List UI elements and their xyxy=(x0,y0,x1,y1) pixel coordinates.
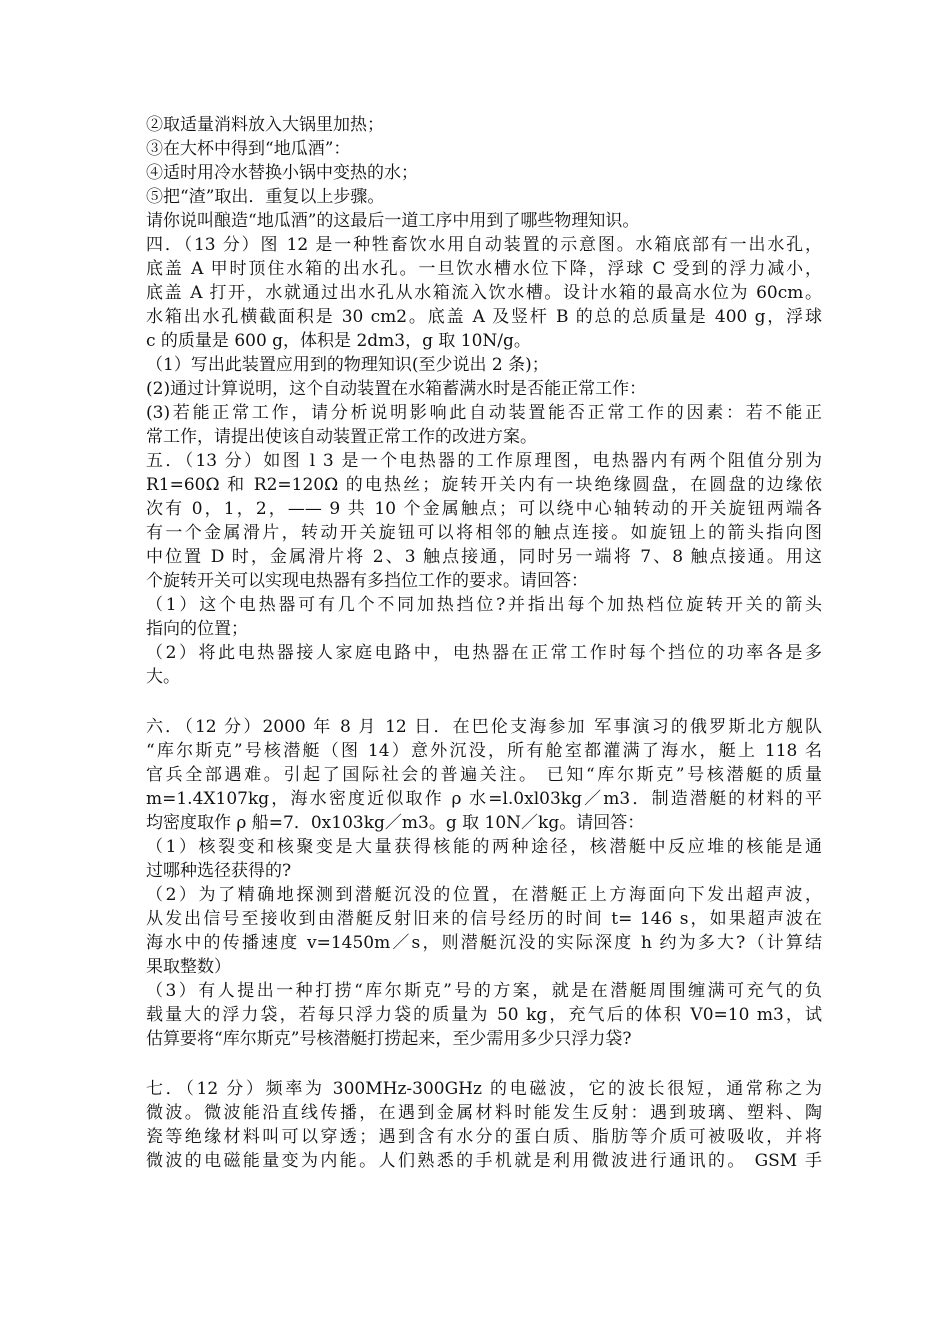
section-6-heading: 六．（12 分）2000 年 8 月 12 日．在巴伦支海参加 军事演习的俄罗斯北方舰队 xyxy=(146,717,822,737)
text-line: c 的质量是 600 g，体积是 2dm3，g 取 10N/g。 xyxy=(146,331,531,351)
text-line: 载量大的浮力袋，若每只浮力袋的质量为 50 kg，充气后的体积 V0=10 m3，试 xyxy=(146,1005,822,1025)
text-line: 官兵全部遇难。引起了国际社会的普遍关注。 已知“库尔斯克”号核潜艇的质量 xyxy=(146,765,822,785)
text-line: ②取适量消料放入大锅里加热； xyxy=(146,115,384,135)
question-line: (2)通过计算说明，这个自动装置在水箱蓄满水时是否能正常工作： xyxy=(146,379,647,399)
text-line: 底盖 A 打开，水就通过出水孔从水箱流入饮水槽。设计水箱的最高水位为 60cm。 xyxy=(146,283,822,303)
question-line: （1）这个电热器可有几个不同加热挡位?并指出每个加热档位旋转开关的箭头 xyxy=(146,595,822,615)
paragraph-gap xyxy=(146,1051,822,1077)
text-line: 个旋转开关可以实现电热器有多挡位工作的要求。请回答： xyxy=(146,571,588,591)
text-line: ④适时用冷水替换小锅中变热的水； xyxy=(146,163,418,183)
text-line: 微波的电磁能量变为内能。人们熟悉的手机就是利用微波进行通讯的。 GSM 手 xyxy=(146,1151,822,1171)
text-line: 从发出信号至接收到由潜艇反射旧来的信号经历的时间 t= 146 s，如果超声波在 xyxy=(146,909,822,929)
text-line: 均密度取作 ρ 船=7．0x103kg／m3。g 取 10N／kg。请回答： xyxy=(146,813,645,833)
question-line: （1）核裂变和核聚变是大量获得核能的两种途径，核潜艇中反应堆的核能是通 xyxy=(146,837,822,857)
text-line: 果取整数） xyxy=(146,957,231,977)
text-line: 估算要将“库尔斯克”号核潜艇打捞起来，至少需用多少只浮力袋? xyxy=(146,1029,632,1049)
text-line: 大。 xyxy=(146,667,180,687)
text-line: 微波。微波能沿直线传播，在遇到金属材料时能发生反射：遇到玻璃、塑料、陶 xyxy=(146,1103,822,1123)
text-line: 瓷等绝缘材料叫可以穿透；遇到含有水分的蛋白质、脂肪等介质可被吸收，并将 xyxy=(146,1127,822,1147)
text-line: 海水中的传播速度 v=1450m／s，则潜艇沉没的实际深度 h 约为多大?（计算结 xyxy=(146,933,822,953)
question-line: （1）写出此装置应用到的物理知识(至少说出 2 条)； xyxy=(146,355,549,375)
text-line: ③在大杯中得到“地瓜酒”： xyxy=(146,139,351,159)
text-line: 有一个金属滑片，转动开关旋钮可以将相邻的触点连接。如旋钮上的箭头指向图 xyxy=(146,523,822,543)
text-line: 次有 0，1，2，—— 9 共 10 个金属触点；可以绕中心轴转动的开关旋钮两端各 xyxy=(146,499,822,519)
text-line: 指向的位置； xyxy=(146,619,248,639)
text-line: 中位置 D 时，金属滑片将 2、3 触点接通，同时另一端将 7、8 触点接通。用这 xyxy=(146,547,822,567)
text-line: m=1.4X107kg，海水密度近似取作 ρ 水=l.0xl03kg／m3．制造潜艇的材料的平 xyxy=(146,789,822,809)
text-line: 水箱出水孔横截面积是 30 cm2。底盖 A 及竖杆 B 的总的总质量是 400 g，浮球 xyxy=(146,307,822,327)
text-line: 底盖 A 甲时顶住水箱的出水孔。一旦饮水槽水位下降，浮球 C 受到的浮力减小， xyxy=(146,259,822,279)
question-line: （2）为了精确地探测到潜艇沉没的位置，在潜艇正上方海面向下发出超声波， xyxy=(146,885,822,905)
paragraph-gap xyxy=(146,689,822,715)
text-line: 常工作，请提出使该自动装置正常工作的改进方案。 xyxy=(146,427,537,447)
question-line: (3)若能正常工作，请分析说明影响此自动装置能否正常工作的因素：若不能正 xyxy=(146,403,822,423)
text-line: R1=60Ω 和 R2=120Ω 的电热丝；旋转开关内有一块绝缘圆盘，在圆盘的边缘依 xyxy=(146,475,822,495)
question-line: （2）将此电热器接人家庭电路中，电热器在正常工作时每个挡位的功率各是多 xyxy=(146,643,822,663)
text-line: “库尔斯克”号核潜艇（图 14）意外沉没，所有舱室都灌满了海水，艇上 118 名 xyxy=(146,741,822,761)
section-4-heading: 四．（13 分）图 12 是一种牲畜饮水用自动装置的示意图。水箱底部有一出水孔， xyxy=(146,235,822,255)
question-line: （3）有人提出一种打捞“库尔斯克”号的方案，就是在潜艇周围缠满可充气的负 xyxy=(146,981,822,1001)
section-5-heading: 五．（13 分）如图 l 3 是一个电热器的工作原理图，电热器内有两个阻值分别为 xyxy=(146,451,822,471)
section-7-heading: 七．（12 分）频率为 300MHz-300GHz 的电磁波，它的波长很短，通常称之为 xyxy=(146,1079,822,1099)
text-line: 请你说叫酿造“地瓜酒”的这最后一道工序中用到了哪些物理知识。 xyxy=(146,211,640,231)
text-line: ⑤把“渣”取出．重复以上步骤。 xyxy=(146,187,385,207)
text-line: 过哪种选径获得的? xyxy=(146,861,292,881)
